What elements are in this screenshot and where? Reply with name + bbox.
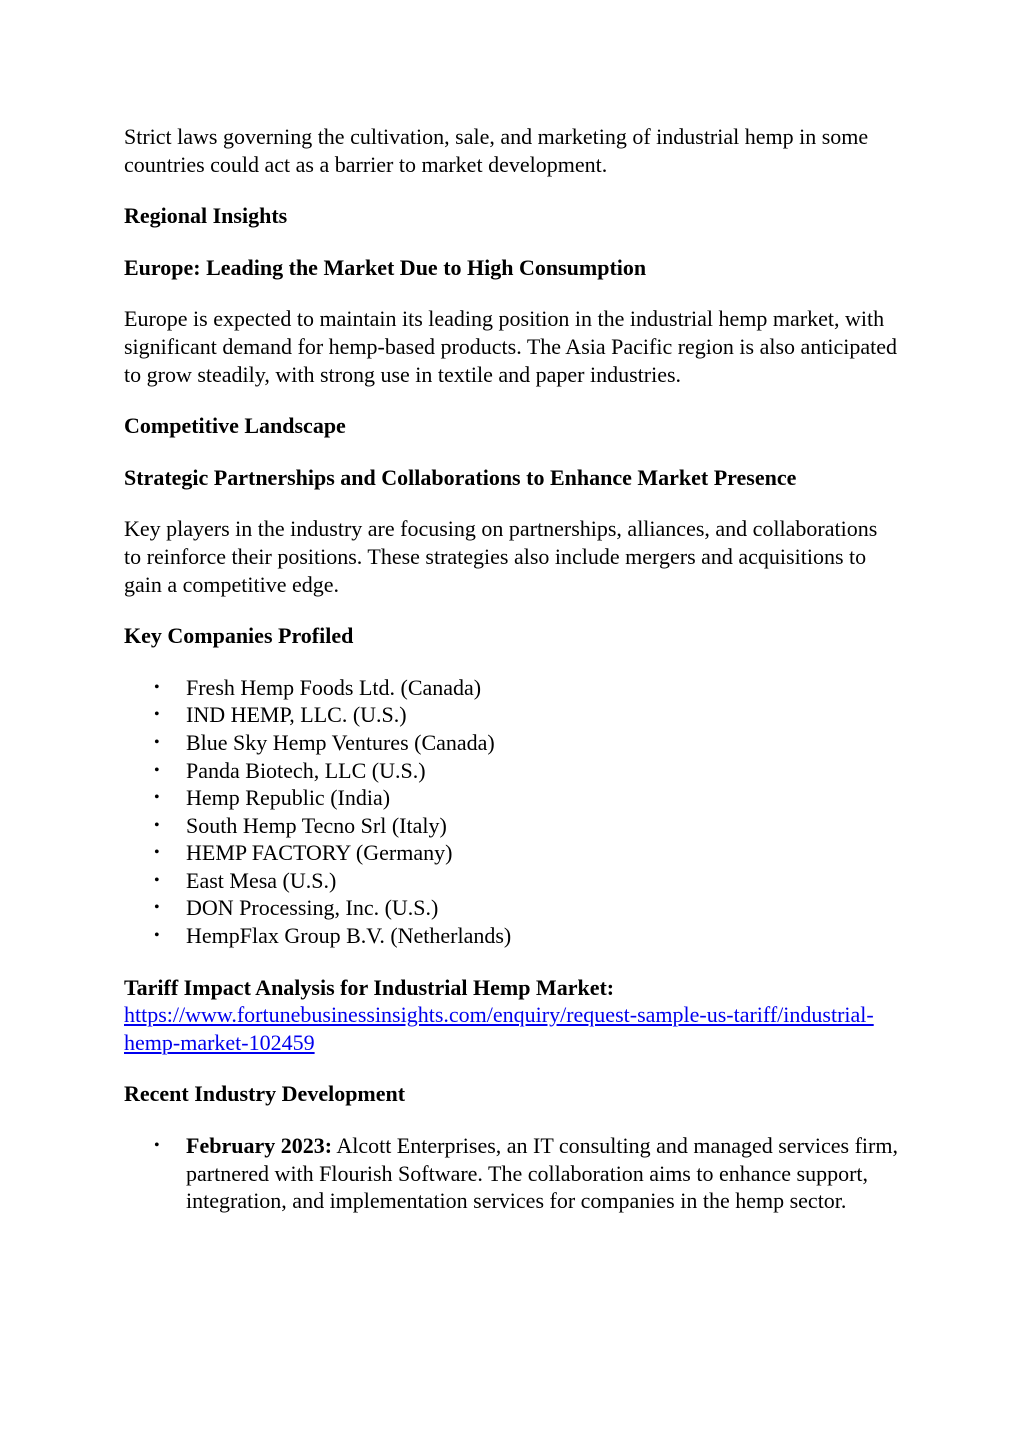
companies-list <box>124 674 899 950</box>
document-page <box>124 123 899 1239</box>
list-item <box>124 784 899 812</box>
recent-development-heading: Recent Industry Development <box>124 1081 406 1107</box>
europe-paragraph: Europe is expected to maintain its leading position in the industrial hemp market, with significant demand for hemp-based products. The Asia Pacific region is also anticipated to grow steadily, with strong use in textile and paper industries. <box>124 306 898 387</box>
tariff-paragraph <box>124 974 899 1057</box>
list-item <box>124 757 899 785</box>
bullet-icon: • <box>154 927 160 945</box>
list-item <box>124 812 899 840</box>
list-item <box>124 894 899 922</box>
company-name: Hemp Republic (India) <box>186 785 391 811</box>
regional-insights-heading: Regional Insights <box>124 203 288 229</box>
tariff-link[interactable]: https://www.fortunebusinessinsights.com/enquiry/request-sample-us-tariff/industrial-hemp-market-102459 <box>124 1002 874 1055</box>
list-item <box>124 922 899 950</box>
company-name: IND HEMP, LLC. (U.S.) <box>186 702 407 728</box>
list-item <box>124 839 899 867</box>
recent-development-list <box>124 1132 899 1215</box>
intro-paragraph: Strict laws governing the cultivation, sale, and marketing of industrial hemp in some countries could act as a barrier to market development. <box>124 124 869 177</box>
europe-heading: Europe: Leading the Market Due to High Consumption <box>124 254 647 280</box>
company-name: South Hemp Tecno Srl (Italy) <box>186 812 447 838</box>
key-companies-heading: Key Companies Profiled <box>124 623 354 649</box>
development-text: Alcott Enterprises, an IT consulting and managed services firm, partnered with Flourish Software. The collaboration aims to enhance support, integration, and implementation services for companies in the hemp sector. <box>186 1133 898 1214</box>
company-name: HempFlax Group B.V. (Netherlands) <box>186 923 512 949</box>
list-item <box>124 1132 899 1215</box>
list-item <box>124 729 899 757</box>
bullet-icon: • <box>154 678 160 696</box>
company-name: Blue Sky Hemp Ventures (Canada) <box>186 729 495 755</box>
list-item <box>124 867 899 895</box>
competitive-landscape-heading: Competitive Landscape <box>124 413 346 439</box>
tariff-label: Tariff Impact Analysis for Industrial Hemp Market: <box>124 974 615 1000</box>
company-name: Fresh Hemp Foods Ltd. (Canada) <box>186 674 482 700</box>
bullet-icon: • <box>154 871 160 889</box>
list-item <box>124 674 899 702</box>
bullet-icon: • <box>154 733 160 751</box>
bullet-icon: • <box>154 761 160 779</box>
bullet-icon: • <box>154 789 160 807</box>
list-item <box>124 701 899 729</box>
strategic-paragraph: Key players in the industry are focusing on partnerships, alliances, and collaborations to reinforce their positions. These strategies also include mergers and acquisitions to gain a competitive edge. <box>124 516 878 597</box>
bullet-icon: • <box>154 844 160 862</box>
company-name: DON Processing, Inc. (U.S.) <box>186 895 439 921</box>
development-date: February 2023: <box>186 1133 333 1159</box>
bullet-icon: • <box>154 899 160 917</box>
bullet-icon: • <box>154 706 160 724</box>
strategic-partnerships-heading: Strategic Partnerships and Collaborations to Enhance Market Presence <box>124 464 797 490</box>
company-name: HEMP FACTORY (Germany) <box>186 840 453 866</box>
bullet-icon: • <box>154 1137 160 1155</box>
company-name: East Mesa (U.S.) <box>186 867 337 893</box>
bullet-icon: • <box>154 816 160 834</box>
company-name: Panda Biotech, LLC (U.S.) <box>186 757 426 783</box>
